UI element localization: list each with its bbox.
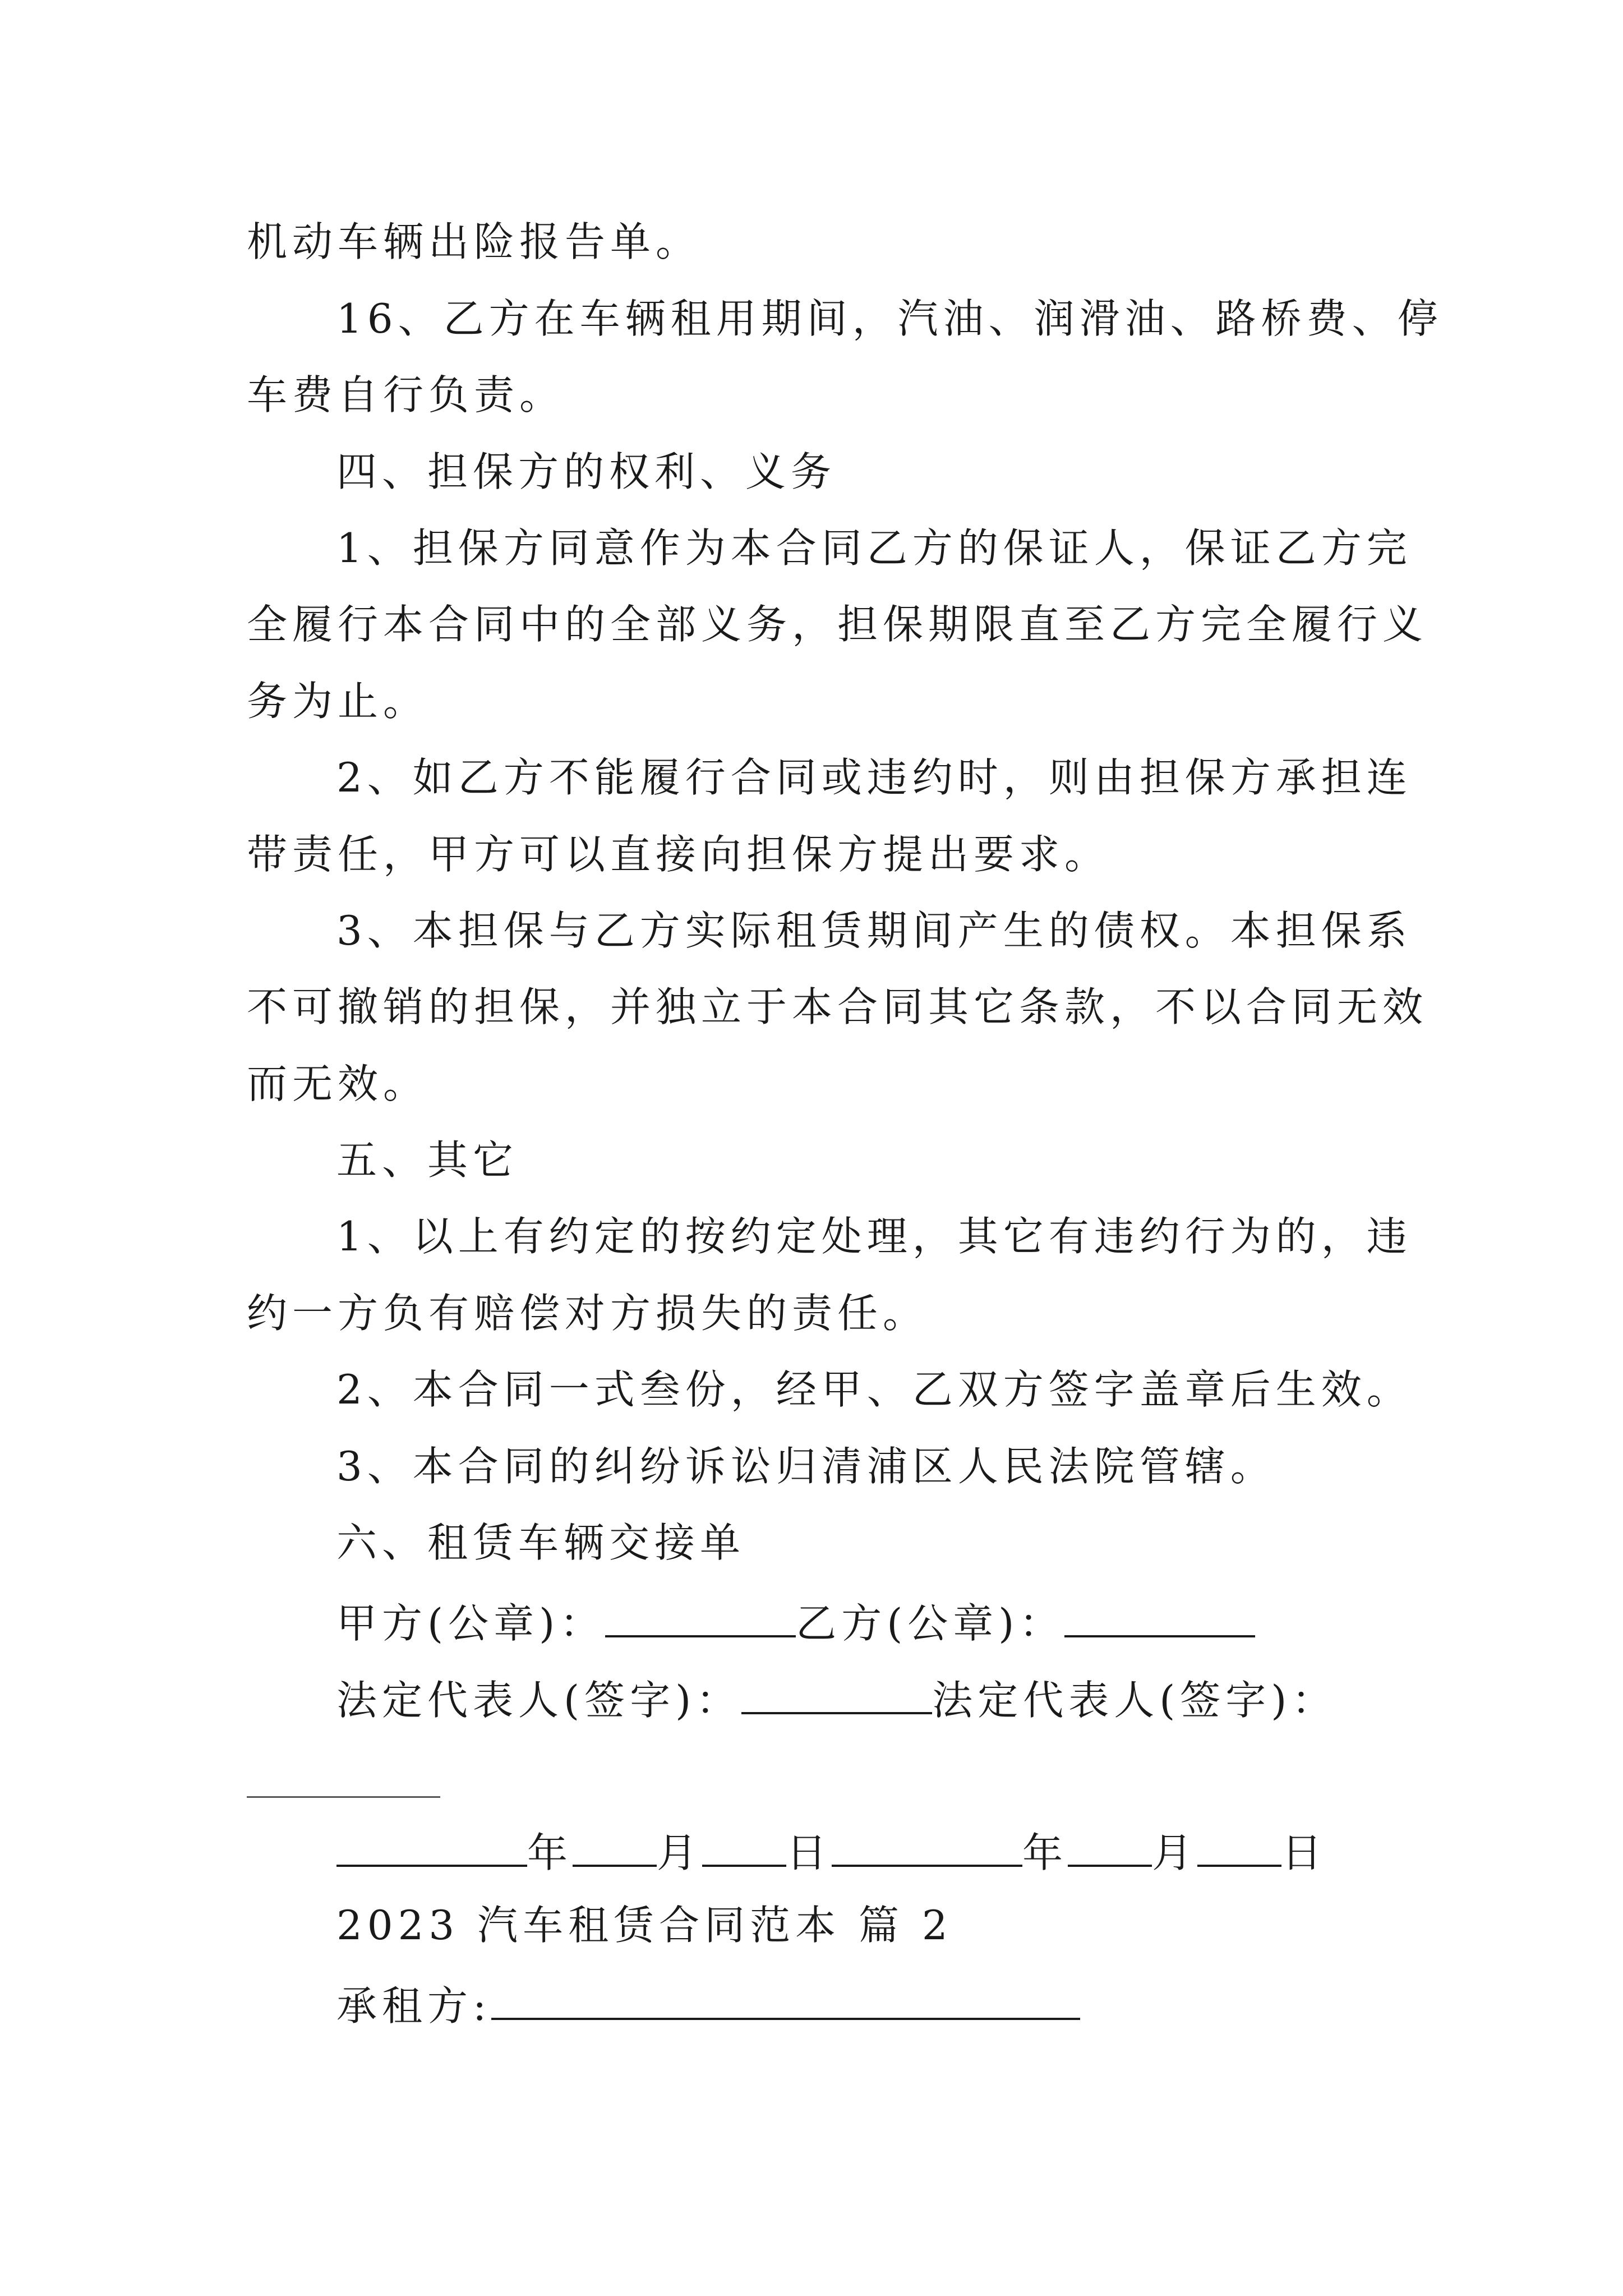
date-b-year-blank [832, 1828, 1022, 1867]
paragraph-line: 务为止。 [247, 678, 429, 725]
paragraph-line: 而无效。 [247, 1060, 429, 1107]
paragraph-line: 约一方负有赔偿对方损失的责任。 [247, 1290, 929, 1337]
date-a-day-label: 日 [786, 1829, 832, 1876]
seal-line [336, 1599, 1255, 1647]
paragraph-line: 2、本合同一式叁份，经甲、乙双方签字盖章后生效。 [336, 1366, 1412, 1413]
party-a-seal-label: 甲方(公章)： [336, 1599, 606, 1647]
tenant-line [336, 1981, 1080, 2030]
tenant-label: 承租方: [336, 1982, 492, 2030]
paragraph-line: 全履行本合同中的全部义务，担保期限直至乙方完全履行义 [247, 601, 1428, 648]
date-line [336, 1828, 1327, 1876]
date-b-day-label: 日 [1281, 1829, 1327, 1876]
date-b-month-label: 月 [1152, 1829, 1198, 1876]
signature-blank-rule [247, 1796, 440, 1798]
date-a-month-label: 月 [657, 1829, 703, 1876]
section-heading: 六、租赁车辆交接单 [336, 1519, 746, 1566]
paragraph-line: 不可撤销的担保，并独立于本合同其它条款，不以合同无效 [247, 983, 1428, 1030]
date-b-year-label: 年 [1022, 1829, 1068, 1876]
date-a-day-blank [702, 1828, 786, 1867]
paragraph-line: 机动车辆出险报告单。 [247, 218, 702, 265]
date-b-day-blank [1197, 1828, 1281, 1867]
date-a-year-blank [336, 1828, 527, 1867]
paragraph-line: 1、以上有约定的按约定处理，其它有违约行为的，违 [336, 1213, 1412, 1260]
date-a-year-label: 年 [527, 1829, 573, 1876]
paragraph-line: 3、本合同的纠纷诉讼归清浦区人民法院管辖。 [336, 1443, 1276, 1490]
legal-rep-b-label: 法定代表人(签字)： [932, 1676, 1338, 1724]
legal-rep-a-blank [741, 1676, 932, 1714]
paragraph-line: 3、本担保与乙方实际租赁期间产生的债权。本担保系 [336, 907, 1412, 954]
section-title: 2023 汽车租赁合同范本 篇 2 [336, 1902, 953, 1949]
paragraph-line: 2、如乙方不能履行合同或违约时，则由担保方承担连 [336, 754, 1412, 801]
party-b-seal-label: 乙方(公章)： [796, 1599, 1065, 1647]
paragraph-line: 16、乙方在车辆租用期间，汽油、润滑油、路桥费、停 [336, 295, 1443, 342]
party-a-seal-blank [605, 1599, 796, 1637]
paragraph-line: 1、担保方同意作为本合同乙方的保证人，保证乙方完 [336, 524, 1412, 572]
date-b-month-blank [1068, 1828, 1152, 1867]
legal-rep-line [336, 1676, 1338, 1724]
party-b-seal-blank [1064, 1599, 1255, 1637]
date-a-month-blank [573, 1828, 657, 1867]
section-heading: 五、其它 [336, 1137, 519, 1184]
paragraph-line: 车费自行负责。 [247, 371, 565, 418]
paragraph-line: 带责任，甲方可以直接向担保方提出要求。 [247, 831, 1110, 878]
legal-rep-a-label: 法定代表人(签字)： [336, 1676, 742, 1724]
section-heading: 四、担保方的权利、义务 [336, 448, 837, 495]
tenant-blank [491, 1981, 1080, 2020]
